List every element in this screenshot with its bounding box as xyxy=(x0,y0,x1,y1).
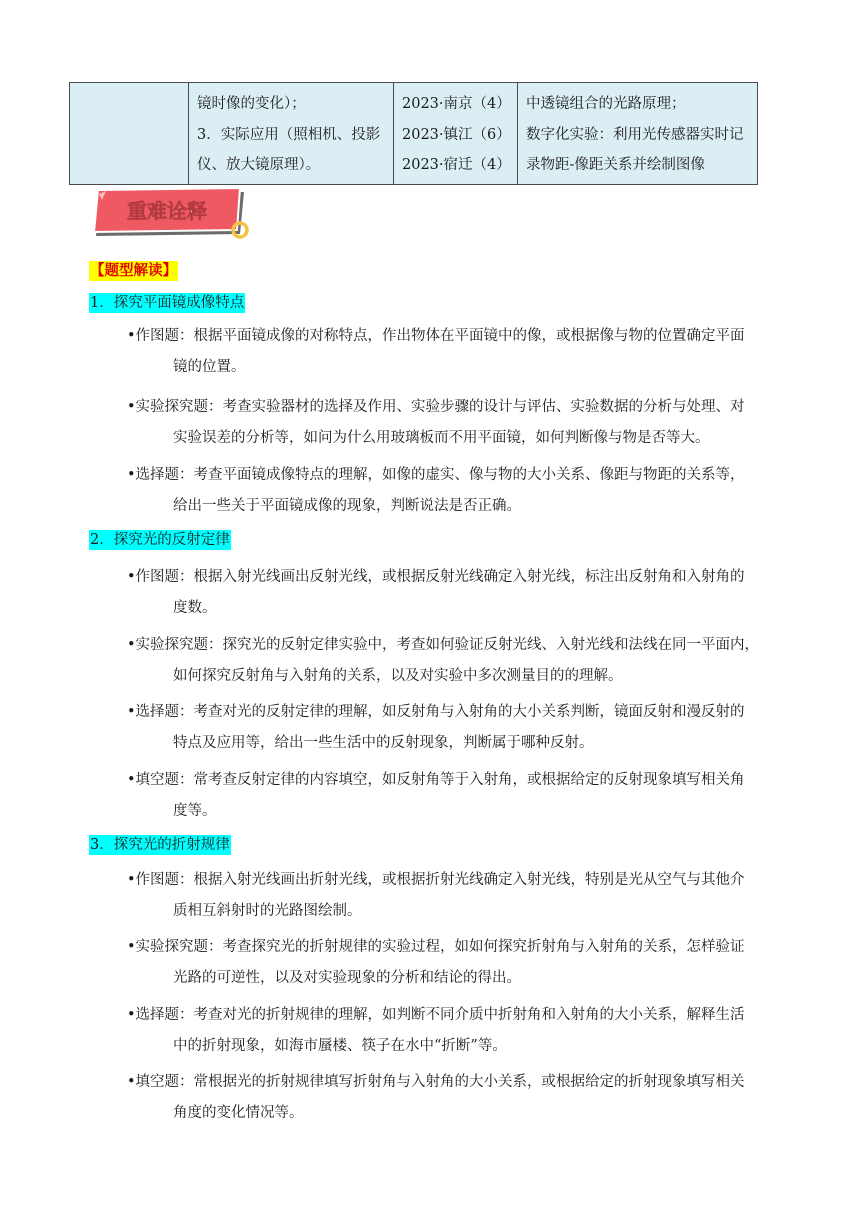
table-row xyxy=(70,83,758,185)
cell-line: 2023·宿迁（4） xyxy=(402,157,511,173)
item-line: 度数。 xyxy=(173,599,217,616)
item-line: •实验探究题：考查实验器材的选择及作用、实验步骤的设计与评估、实验数据的分析与处理、对 xyxy=(127,399,745,415)
item-line: •选择题：考查平面镜成像特点的理解，如像的虚实、像与物的大小关系、像距与物距的关系等， xyxy=(127,467,745,483)
item-line: 质相互斜射时的光路图绘制。 xyxy=(173,902,362,919)
list-item xyxy=(127,765,767,826)
item-line: 光路的可逆性，以及对实验现象的分析和结论的得出。 xyxy=(173,969,521,986)
list-item xyxy=(127,932,767,993)
item-line: •作图题：根据入射光线画出折射光线，或根据折射光线确定入射光线，特别是光从空气与其他介 xyxy=(127,872,745,888)
table-cell-content xyxy=(189,83,394,185)
list-item xyxy=(127,392,767,453)
item-line: •填空题：常根据光的折射规律填写折射角与入射角的大小关系，或根据给定的折射现象填写相关 xyxy=(127,1074,745,1090)
list-item xyxy=(127,865,767,926)
item-line: •实验探究题：探究光的反射定律实验中，考查如何验证反射光线、入射光线和法线在同一平面内， xyxy=(127,637,760,653)
item-line: •选择题：考查对光的反射定律的理解，如反射角与入射角的大小关系判断，镜面反射和漫反射的 xyxy=(127,704,745,720)
item-line: •填空题：常考查反射定律的内容填空，如反射角等于入射角，或根据给定的反射现象填写相关角 xyxy=(127,772,745,788)
table-cell-source xyxy=(394,83,518,185)
cell-line: 中透镜组合的光路原理； xyxy=(526,96,686,112)
cell-line: 3．实际应用（照相机、投影 xyxy=(197,126,381,143)
item-line: 如何探究反射角与入射角的关系，以及对实验中多次测量目的的理解。 xyxy=(173,667,623,684)
list-item xyxy=(127,321,767,382)
section-title: 1．探究平面镜成像特点 xyxy=(90,295,245,311)
section-heading: 【题型解读】 xyxy=(90,262,177,279)
item-line: •作图题：根据平面镜成像的对称特点，作出物体在平面镜中的像，或根据像与物的位置确定平面 xyxy=(127,328,745,344)
item-line: •实验探究题：考查探究光的折射规律的实验过程，如如何探究折射角与入射角的关系，怎样验证 xyxy=(127,939,745,955)
item-line: 镜的位置。 xyxy=(173,358,246,375)
table-cell-note xyxy=(518,83,758,185)
item-line: •选择题：考查对光的折射规律的理解，如判断不同介质中折射角和入射角的大小关系，解释生活 xyxy=(127,1007,745,1023)
cell-line: 2023·镇江（6） xyxy=(402,126,511,143)
list-item xyxy=(127,460,767,521)
exam-table xyxy=(69,82,758,185)
cell-line: 2023·南京（4） xyxy=(402,96,511,112)
item-line: 特点及应用等，给出一些生活中的反射现象，判断属于哪种反射。 xyxy=(173,734,594,751)
item-line: 角度的变化情况等。 xyxy=(173,1104,304,1121)
list-item xyxy=(127,1067,767,1128)
cell-line: 镜时像的变化）； xyxy=(197,96,306,112)
table-cell-empty xyxy=(70,83,189,185)
cell-line: 录物距-像距关系并绘制图像 xyxy=(526,157,705,173)
section-badge xyxy=(94,188,249,240)
item-line: •作图题：根据入射光线画出反射光线，或根据反射光线确定入射光线，标注出反射角和入射角的 xyxy=(127,569,745,585)
badge-text: 重难诠释 xyxy=(127,199,207,223)
item-line: 实验误差的分析等，如问为什么用玻璃板而不用平面镜，如何判断像与物是否等大。 xyxy=(173,429,710,446)
list-item xyxy=(127,1000,767,1061)
item-line: 给出一些关于平面镜成像的现象，判断说法是否正确。 xyxy=(173,497,521,514)
section-title: 3．探究光的折射规律 xyxy=(90,837,230,853)
list-item xyxy=(127,562,767,623)
item-line: 度等。 xyxy=(173,802,217,819)
list-item xyxy=(127,697,767,758)
section-title: 2．探究光的反射定律 xyxy=(90,532,230,548)
list-item xyxy=(127,630,767,691)
cell-line: 数字化实验：利用光传感器实时记 xyxy=(526,126,744,143)
item-line: 中的折射现象，如海市蜃楼、筷子在水中“折断”等。 xyxy=(173,1037,507,1054)
cell-line: 仪、放大镜原理）。 xyxy=(197,157,321,173)
